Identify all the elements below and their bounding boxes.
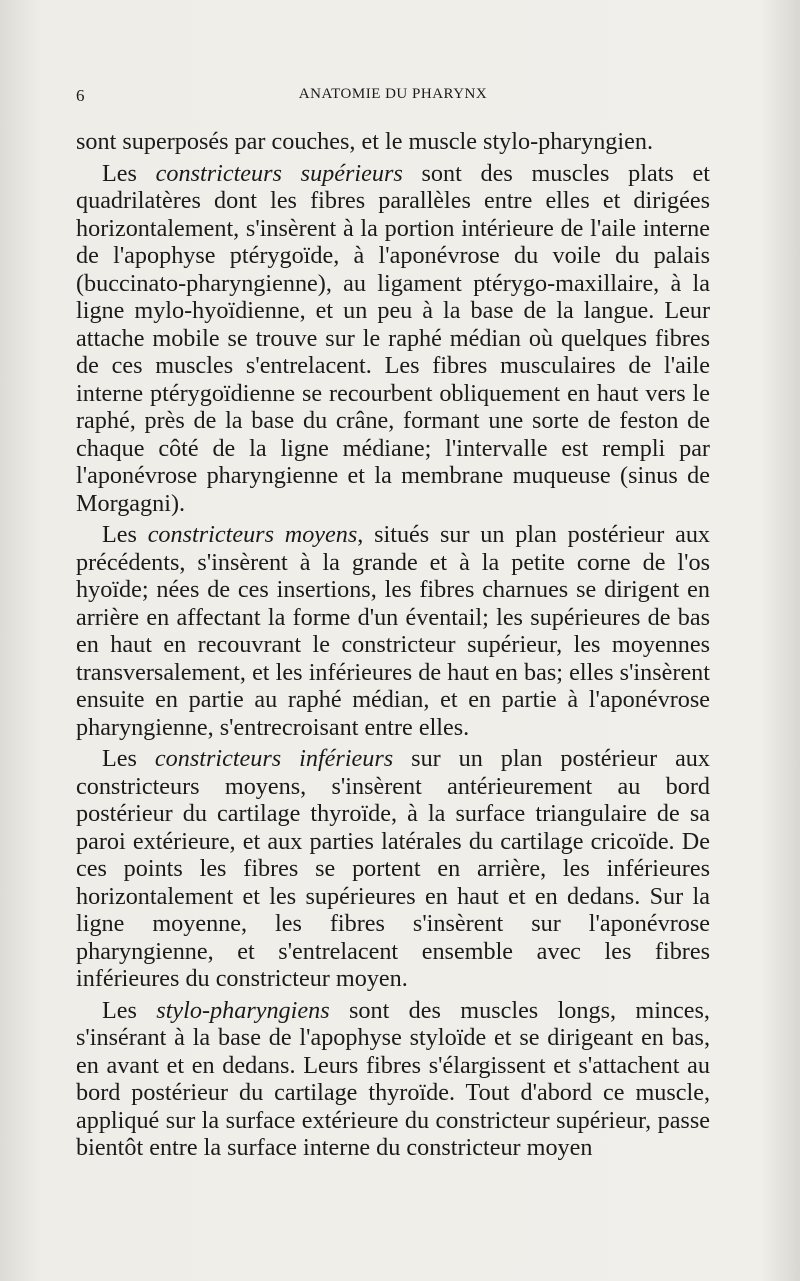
paragraph-constricteurs-superieurs: Les constricteurs supérieurs sont des muscles plats et quadrilatères dont les fibres parallèles entre elles et dirigées horizontalement, s'insèrent à la portion intérieure de l'aile interne de l'apophyse ptérygoïde, à l'aponévrose du voile du palais (buccinato-pharyngienne), au ligament ptérygo-maxillaire, à la ligne mylo-hyoïdienne, et un peu à la base de la langue. Leur attache mobile se trouve sur le raphé médian où quelques fibres de ces muscles s'entrelacent. Les fibres musculaires de l'aile interne ptérygoïdienne se recourbent obliquement en haut vers le raphé, près de la base du crâne, formant une sorte de feston de chaque côté de la ligne médiane; l'intervalle est rempli par l'aponévrose pharyngienne et la membrane muqueuse (sinus de Morgagni). — [76, 159, 710, 517]
term-stylo-pharyngiens: stylo-pharyngiens — [156, 996, 330, 1024]
term-constricteurs-inferieurs: constricteurs inférieurs — [154, 745, 394, 772]
paragraph-constricteurs-moyens: Les constricteurs moyens, situés sur un plan postérieur aux précédents, s'insèrent à la grande et à la petite corne de l'os hyoïde; nées de ces insertions, les fibres charnues se dirigent en arrière en affectant la forme d'un éventail; les supérieures de bas en haut en recouvrant le constricteur supérieur, les moyennes transversalement, et les inférieures de haut en bas; elles s'insèrent ensuite en partie au raphé médian, et en partie à l'aponévrose pharyngienne, s'entrecroisant entre elles. — [76, 521, 711, 741]
term-constricteurs-moyens: constricteurs moyens — [147, 521, 358, 548]
running-title: ANATOMIE DU PHARYNX — [298, 86, 488, 102]
page-number: 6 — [76, 86, 85, 105]
paragraph-constricteurs-inferieurs: Les constricteurs inférieurs sur un plan postérieur aux constricteurs moyens, s'insèrent antérieurement au bord postérieur du cartilage thyroïde, à la surface triangulaire de sa paroi extérieure, et aux parties latérales du cartilage cricoïde. De ces points les fibres se portent en arrière, les inférieures horizontalement et les supérieures en haut et en dedans. Sur la ligne moyenne, les fibres s'insèrent sur l'aponévrose pharyngienne, et s'entrelacent ensemble avec les fibres inférieures du constricteur moyen. — [76, 745, 710, 992]
paragraph-stylo-pharyngiens: Les stylo-pharyngiens sont des muscles longs, minces, s'insérant à la base de l'apophyse styloïde et se dirigeant en bas, en avant et en dedans. Leurs fibres s'élargissent et s'attachent au bord postérieur du cartilage thyroïde. Tout d'abord ce muscle, appliqué sur la surface extérieure du constricteur supérieur, passe bientôt entre la surface interne du constricteur moyen — [76, 996, 710, 1161]
term-constricteurs-superieurs: constricteurs supérieurs — [155, 159, 403, 187]
paragraph-continuation: sont superposés par couches, et le muscle stylo-pharyngien. — [76, 128, 653, 155]
body-text — [76, 128, 710, 1162]
